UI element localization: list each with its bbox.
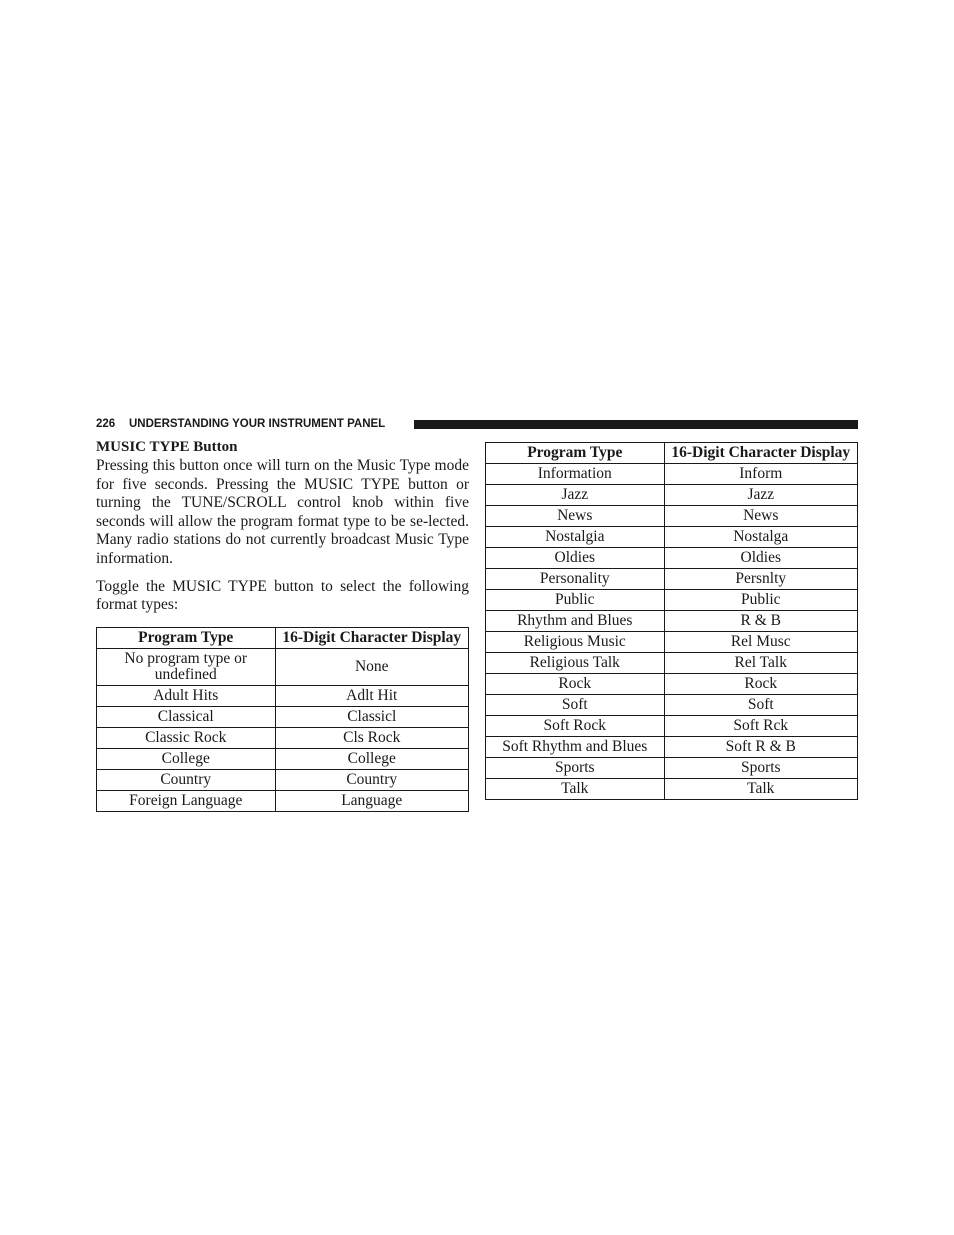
display-cell: Country xyxy=(275,769,468,790)
column-header: 16-Digit Character Display xyxy=(664,443,857,464)
table-row xyxy=(486,506,858,527)
display-cell: Public xyxy=(664,590,857,611)
table-row xyxy=(486,590,858,611)
display-cell: Soft xyxy=(664,695,857,716)
table-row xyxy=(486,674,858,695)
table-row xyxy=(486,611,858,632)
right-column xyxy=(485,442,858,800)
program-type-table-left xyxy=(96,627,469,812)
table-row xyxy=(486,569,858,590)
intro-paragraph: Pressing this button once will turn on the Music Type mode for five seconds. Pressing the MUSIC TYPE button or turning the TUNE/SCROLL control knob within five seconds will allow the program format type to be se-lected. Many radio stations do not currently broadcast Music Type information. xyxy=(96,457,469,567)
program-type-cell: Adult Hits xyxy=(97,685,276,706)
section-heading: MUSIC TYPE Button xyxy=(96,439,238,455)
table-row xyxy=(97,727,469,748)
display-cell: Nostalga xyxy=(664,527,857,548)
program-type-cell: Talk xyxy=(486,779,665,800)
display-cell: Oldies xyxy=(664,548,857,569)
table-row xyxy=(486,716,858,737)
display-cell: Classicl xyxy=(275,706,468,727)
table-row xyxy=(486,527,858,548)
program-type-cell: No program type or undefined xyxy=(97,648,276,685)
table-row xyxy=(97,790,469,811)
program-type-table-right xyxy=(485,442,858,800)
toggle-paragraph: Toggle the MUSIC TYPE button to select the following format types: xyxy=(96,577,469,614)
program-type-cell: Soft xyxy=(486,695,665,716)
program-type-cell: Classic Rock xyxy=(97,727,276,748)
header-rule xyxy=(414,420,858,429)
program-type-cell: Country xyxy=(97,769,276,790)
table-row xyxy=(486,485,858,506)
program-type-cell: Personality xyxy=(486,569,665,590)
display-cell: Adlt Hit xyxy=(275,685,468,706)
table-row xyxy=(486,548,858,569)
table-row xyxy=(486,695,858,716)
program-type-cell: Classical xyxy=(97,706,276,727)
program-type-cell: Foreign Language xyxy=(97,790,276,811)
section-title: UNDERSTANDING YOUR INSTRUMENT PANEL xyxy=(129,418,386,430)
program-type-cell: Nostalgia xyxy=(486,527,665,548)
program-type-cell: Information xyxy=(486,464,665,485)
display-cell: Soft R & B xyxy=(664,737,857,758)
table-row xyxy=(486,758,858,779)
left-column xyxy=(96,438,469,812)
display-cell: Jazz xyxy=(664,485,857,506)
program-type-cell: Religious Talk xyxy=(486,653,665,674)
table-row xyxy=(97,706,469,727)
column-header: 16-Digit Character Display xyxy=(275,627,468,648)
display-cell: Soft Rck xyxy=(664,716,857,737)
display-cell: Language xyxy=(275,790,468,811)
display-cell: R & B xyxy=(664,611,857,632)
table-row xyxy=(97,685,469,706)
table-row xyxy=(486,737,858,758)
program-type-cell: News xyxy=(486,506,665,527)
display-cell: Talk xyxy=(664,779,857,800)
program-type-cell: Oldies xyxy=(486,548,665,569)
table-row xyxy=(486,464,858,485)
display-cell: Rel Talk xyxy=(664,653,857,674)
table-row xyxy=(486,779,858,800)
display-cell: Sports xyxy=(664,758,857,779)
table-row xyxy=(97,748,469,769)
table-header-row xyxy=(97,627,469,648)
display-cell: Persnlty xyxy=(664,569,857,590)
display-cell: None xyxy=(275,648,468,685)
program-type-cell: College xyxy=(97,748,276,769)
display-cell: Cls Rock xyxy=(275,727,468,748)
program-type-cell: Public xyxy=(486,590,665,611)
program-type-cell: Soft Rock xyxy=(486,716,665,737)
program-type-cell: Religious Music xyxy=(486,632,665,653)
program-type-cell: Soft Rhythm and Blues xyxy=(486,737,665,758)
program-type-cell: Rhythm and Blues xyxy=(486,611,665,632)
table-row xyxy=(97,648,469,685)
table-header-row xyxy=(486,443,858,464)
display-cell: Inform xyxy=(664,464,857,485)
table-row xyxy=(486,653,858,674)
display-cell: News xyxy=(664,506,857,527)
page-header xyxy=(96,417,858,431)
display-cell: College xyxy=(275,748,468,769)
page-number: 226 xyxy=(96,418,116,430)
column-header: Program Type xyxy=(97,627,276,648)
program-type-cell: Jazz xyxy=(486,485,665,506)
display-cell: Rel Musc xyxy=(664,632,857,653)
display-cell: Rock xyxy=(664,674,857,695)
column-header: Program Type xyxy=(486,443,665,464)
table-row xyxy=(97,769,469,790)
program-type-cell: Rock xyxy=(486,674,665,695)
table-row xyxy=(486,632,858,653)
program-type-cell: Sports xyxy=(486,758,665,779)
